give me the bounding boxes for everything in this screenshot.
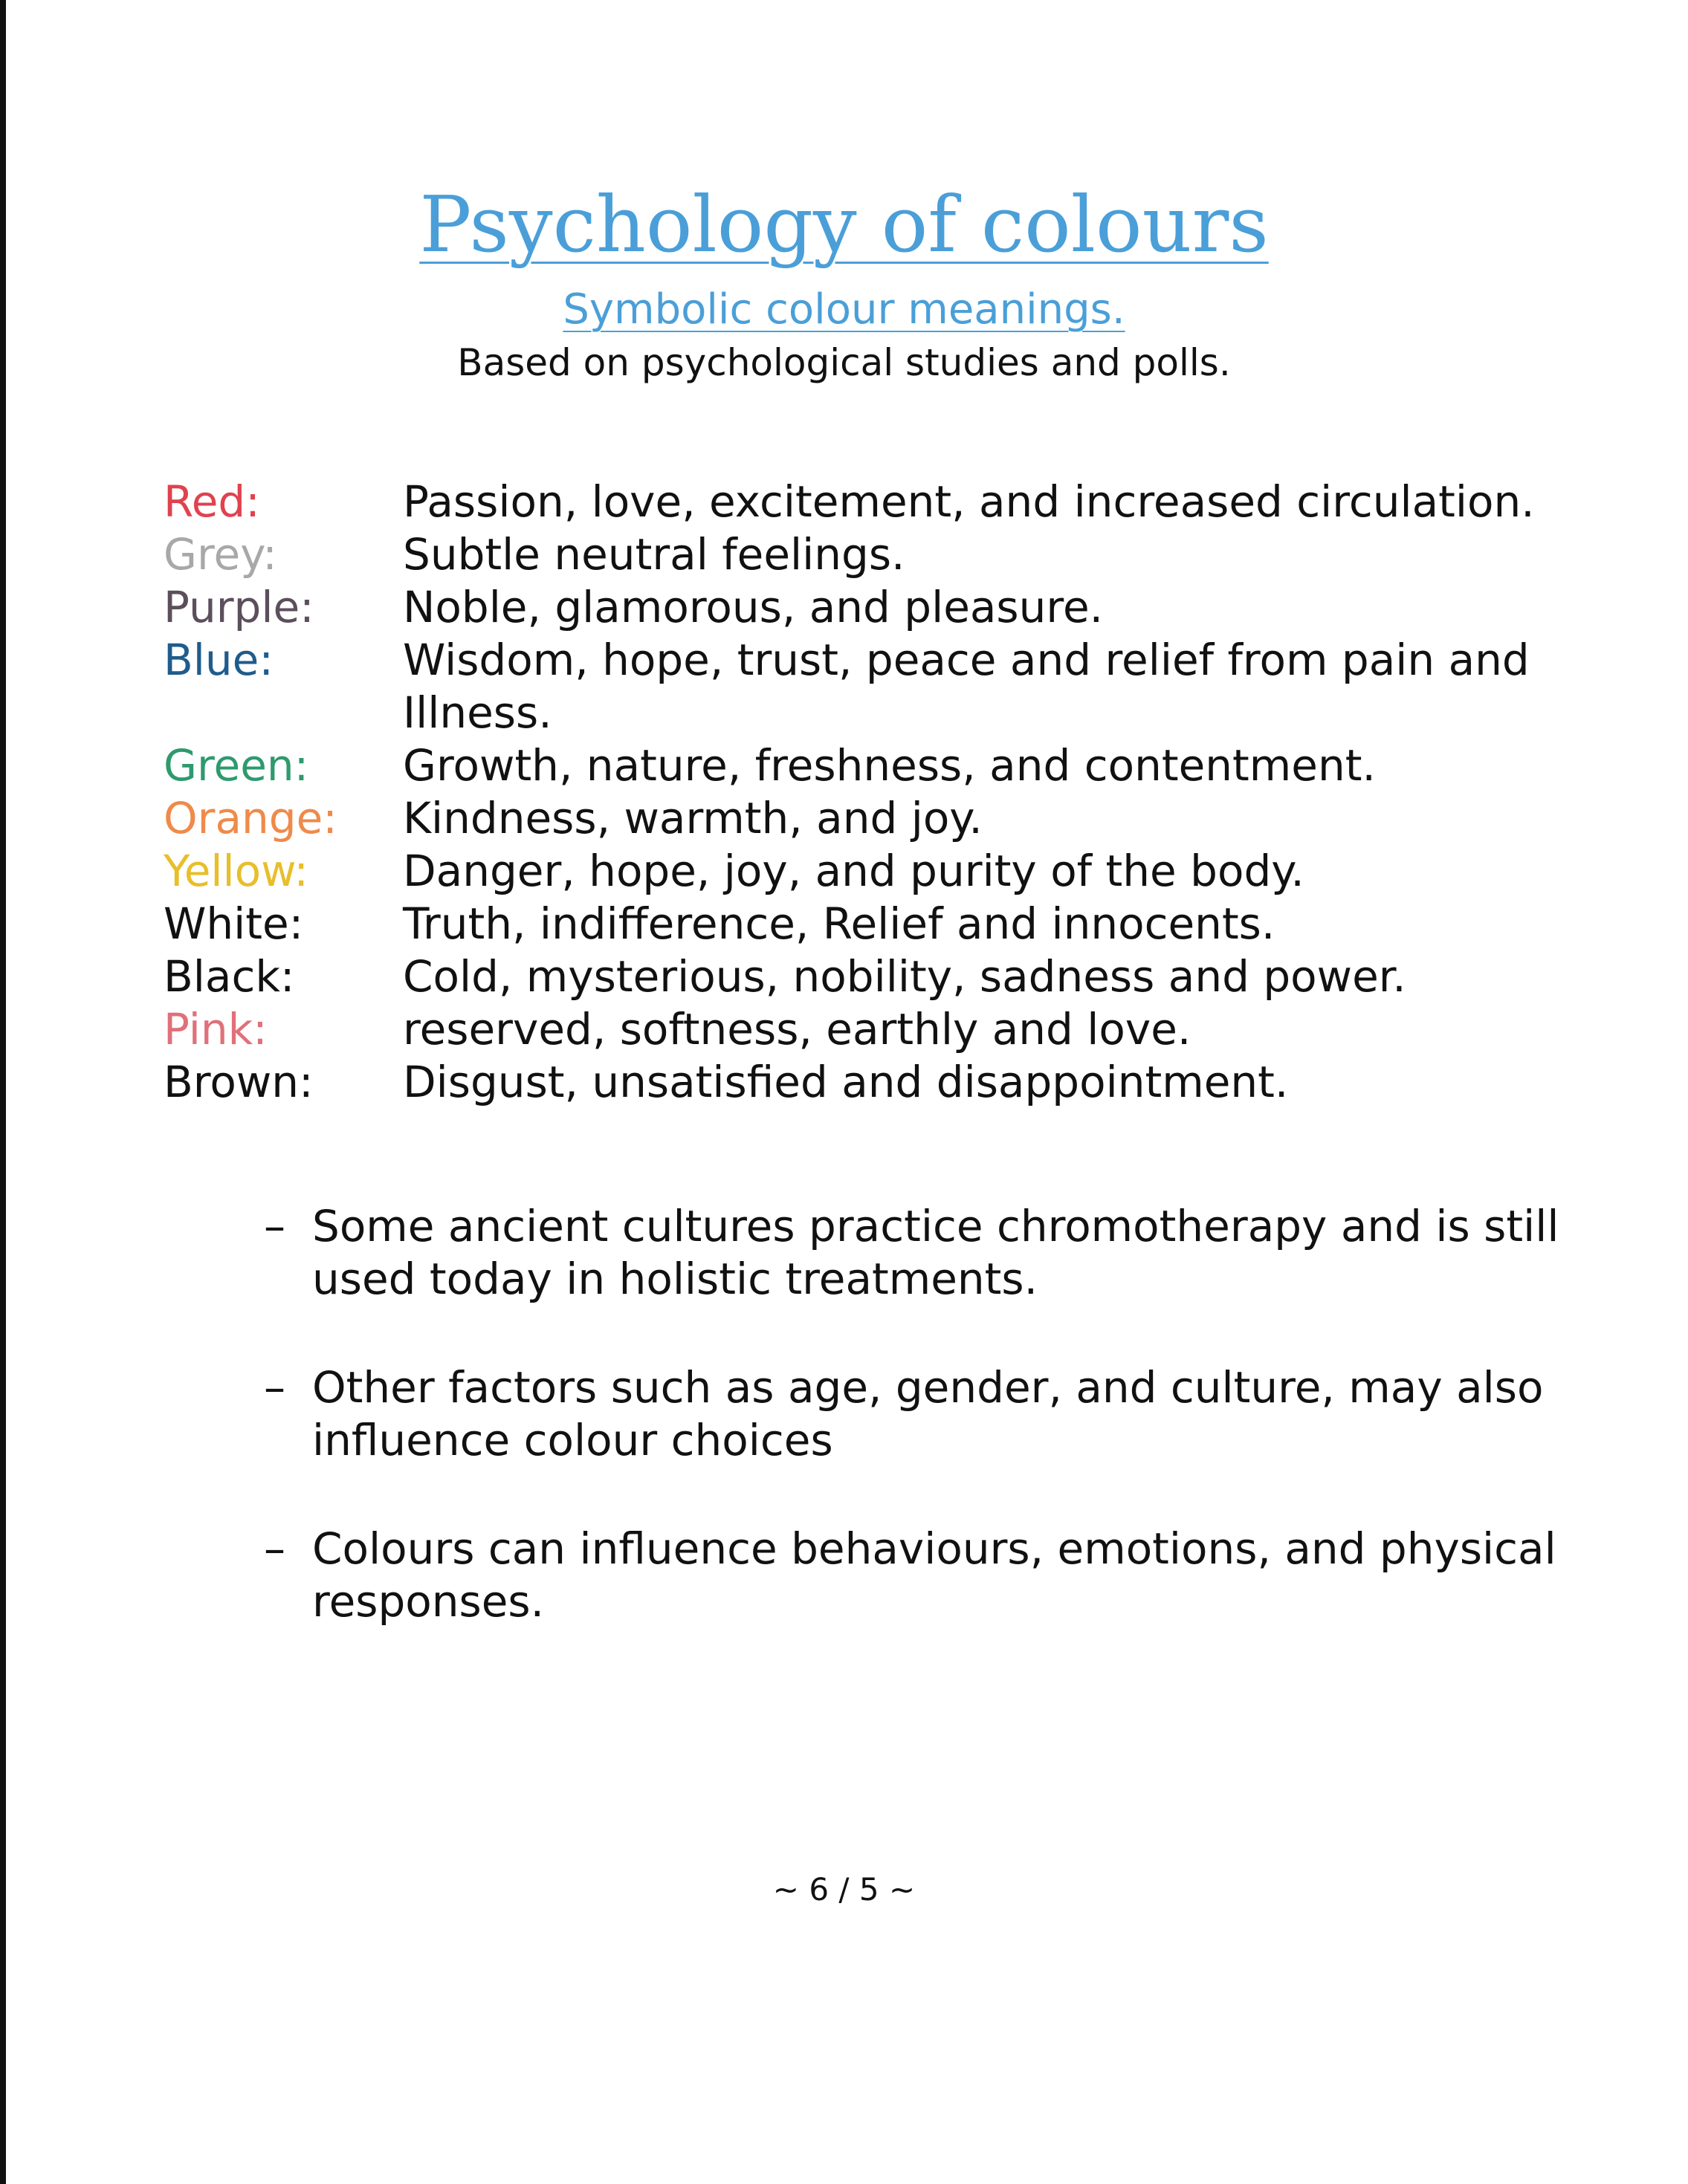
colour-row-grey bbox=[164, 528, 1650, 581]
colour-meaning: Passion, love, excitement, and increased circulation. bbox=[403, 476, 1535, 527]
colour-name: Brown: bbox=[164, 1057, 314, 1107]
colour-row-brown bbox=[164, 1056, 1650, 1109]
page-subtitle: Symbolic colour meanings. bbox=[563, 285, 1125, 334]
page-tagline: Based on psychological studies and polls. bbox=[457, 341, 1231, 384]
colour-meaning: Cold, mysterious, nobility, sadness and power. bbox=[403, 951, 1406, 1002]
colour-meaning: Noble, glamorous, and pleasure. bbox=[403, 582, 1104, 632]
colour-row-white bbox=[164, 898, 1650, 950]
colour-name: Red: bbox=[164, 476, 260, 527]
colour-row-yellow bbox=[164, 845, 1650, 898]
colour-name: Black: bbox=[164, 951, 295, 1002]
colour-meaning: Subtle neutral feelings. bbox=[403, 529, 905, 580]
colour-meaning: Truth, indifference, Relief and innocents. bbox=[403, 898, 1275, 949]
notes-list bbox=[264, 1200, 1624, 1684]
colour-row-black bbox=[164, 950, 1650, 1003]
colour-row-green bbox=[164, 739, 1650, 792]
colour-row-purple bbox=[164, 581, 1650, 634]
colour-row-red bbox=[164, 476, 1650, 528]
dash-bullet-icon: – bbox=[264, 1362, 285, 1413]
colour-name: Grey: bbox=[164, 529, 277, 580]
page-title: Psychology of colours bbox=[419, 179, 1269, 270]
colour-name: Yellow: bbox=[164, 846, 308, 896]
page-number: ~ 6 / 5 ~ bbox=[772, 1871, 916, 1908]
colour-meaning: Danger, hope, joy, and purity of the body. bbox=[403, 846, 1304, 896]
colour-meaning: Disgust, unsatisfied and disappointment. bbox=[403, 1057, 1289, 1107]
note-text: Other factors such as age, gender, and culture, may also influence colour choices bbox=[312, 1362, 1544, 1465]
colour-meaning: reserved, softness, earthly and love. bbox=[403, 1004, 1191, 1054]
colour-name: Pink: bbox=[164, 1004, 268, 1054]
list-item bbox=[264, 1523, 1624, 1628]
colour-meaning: Wisdom, hope, trust, peace and relief from pain and Illness. bbox=[403, 635, 1530, 738]
list-item bbox=[264, 1361, 1624, 1467]
colour-name: Orange: bbox=[164, 793, 337, 843]
colour-meaning: Kindness, warmth, and joy. bbox=[403, 793, 983, 843]
dash-bullet-icon: – bbox=[264, 1523, 285, 1574]
colour-name: Blue: bbox=[164, 635, 274, 685]
colour-name: Green: bbox=[164, 740, 309, 791]
list-item bbox=[264, 1200, 1624, 1306]
dash-bullet-icon: – bbox=[264, 1201, 285, 1251]
note-text: Colours can influence behaviours, emotions, and physical responses. bbox=[312, 1523, 1556, 1627]
note-text: Some ancient cultures practice chromotherapy and is still used today in holistic treatments. bbox=[312, 1201, 1559, 1304]
colour-row-orange bbox=[164, 792, 1650, 845]
colour-row-pink bbox=[164, 1003, 1650, 1056]
colour-row-blue bbox=[164, 634, 1650, 739]
colour-name: Purple: bbox=[164, 582, 314, 632]
colour-meaning: Growth, nature, freshness, and contentment. bbox=[403, 740, 1376, 791]
colour-name: White: bbox=[164, 898, 304, 949]
colour-meaning-list bbox=[164, 476, 1650, 1109]
